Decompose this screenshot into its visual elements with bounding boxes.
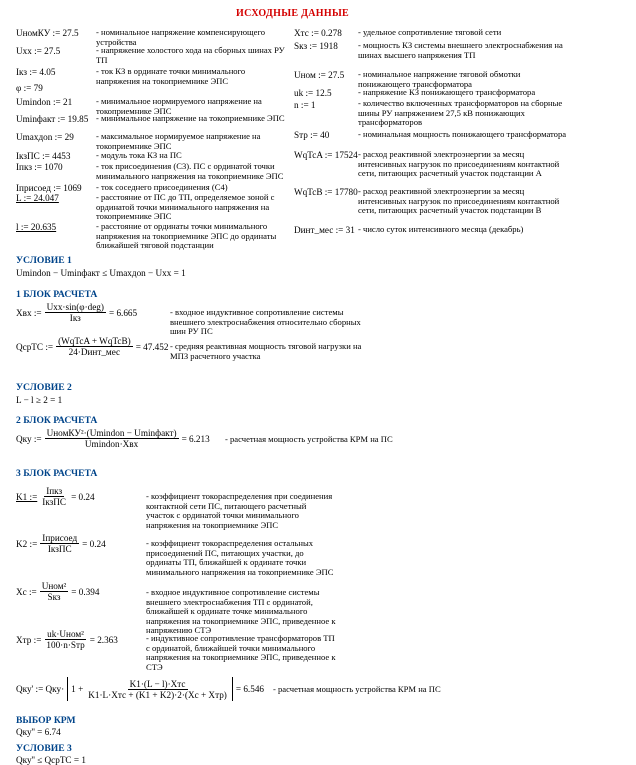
- formula-qcp: [16, 336, 168, 357]
- denominator: Sкз: [47, 592, 61, 602]
- numerator: (WqTcA + WqTcB): [58, 336, 131, 346]
- section-title: 2 БЛОК РАСЧЕТА: [16, 415, 98, 426]
- section-title: УСЛОВИЕ 1: [16, 255, 72, 266]
- param-name: UномКУ := 27.5: [16, 28, 79, 38]
- section-title: УСЛОВИЕ 2: [16, 382, 72, 393]
- formula-desc: - расчетная мощность устройства КРМ на ПС: [273, 684, 441, 694]
- param-name: Umaxдon := 29: [16, 132, 74, 142]
- param-desc: - напряжение КЗ понижающего трансформатора: [358, 87, 536, 97]
- bracket-prefix: 1 +: [71, 684, 84, 694]
- param-desc: - модуль тока КЗ на ПС: [96, 150, 182, 160]
- formula-lhs: Qку' := Qку·: [16, 684, 65, 694]
- formula-qky-corrected: [16, 677, 264, 701]
- param-name: l := 20.635: [16, 222, 57, 232]
- formula-lhs: Qку :=: [16, 433, 42, 444]
- formula-lhs: Xc :=: [16, 586, 37, 597]
- param-name: Dинт_мес := 31: [294, 225, 355, 235]
- fraction: [56, 336, 133, 357]
- param-name: WqTcA := 17524: [294, 150, 358, 160]
- param-name: Iкз := 4.05: [16, 67, 56, 77]
- formula-lhs: Xвх :=: [16, 307, 42, 318]
- formula-desc: - расчетная мощность устройства КРМ на ПС: [225, 434, 393, 444]
- formula-desc: - коэффициент токораспределения остальных присоединений ПС, питающих участки, до ординаты ТП, ближайшей к ординате точки минимального напряжения на токоприемнике ЭПС: [146, 538, 334, 577]
- formula-lhs: K1 :=: [16, 491, 38, 502]
- formula-lhs: K2 :=: [16, 538, 38, 549]
- denominator: IкзПС: [47, 544, 72, 554]
- param-name: Sкз := 1918: [294, 41, 338, 51]
- param-desc: - номинальное напряжение тяговой обмотки понижающего трансформатора: [358, 69, 521, 89]
- formula-result: = 6.665: [108, 307, 138, 318]
- param-name: Xтс := 0.278: [294, 28, 342, 38]
- numerator: uk·Uном²: [47, 629, 84, 639]
- param-name: Iприсоед := 1069: [16, 183, 82, 193]
- numerator: Uном²: [41, 581, 67, 591]
- numerator: Iприсоед: [42, 533, 78, 543]
- page-title: ИСХОДНЫЕ ДАННЫЕ: [236, 8, 350, 19]
- fraction: [86, 679, 229, 700]
- condition-expr: Qку'' ≤ QcpTC = 1: [16, 755, 86, 765]
- param-name: WqTcB := 17780: [294, 187, 358, 197]
- numerator: UномКУ²·(Umindon − Uminфакт): [46, 428, 177, 438]
- param-name: Umindon := 21: [16, 97, 73, 107]
- numerator: Iпкз: [46, 486, 63, 496]
- param-desc: - минимальное напряжение на токоприемнике ЭПС: [96, 113, 285, 123]
- param-desc: - мощность КЗ системы внешнего электроснабжения на шинах высшего напряжения ТП: [358, 40, 563, 60]
- param-desc: - ток присоединения (С3). ПС с ординатой точки минимального напряжения на токоприемнике ЭПС: [96, 161, 284, 181]
- formula-qky: [16, 428, 210, 449]
- denominator: Iкз: [69, 313, 81, 323]
- param-desc: - номинальное напряжение компенсирующего устройства: [96, 27, 266, 47]
- formula-k2: [16, 533, 106, 554]
- param-name: Uxx := 27.5: [16, 46, 61, 56]
- formula-xtp: [16, 629, 118, 650]
- formula-result: = 2.363: [89, 634, 118, 645]
- denominator: 24·Dинт_мес: [68, 347, 121, 357]
- fraction: [40, 486, 68, 507]
- formula-desc: - средняя реактивная мощность тяговой нагрузки на МПЗ расчетного участка: [170, 341, 362, 361]
- formula-result: = 6.213: [181, 433, 210, 444]
- choice-expr: Qку'' = 6.74: [16, 727, 61, 737]
- formula-result: = 0.394: [71, 586, 100, 597]
- param-name: IкзПС := 4453: [16, 151, 71, 161]
- condition-expr: Umindon − Uminфакт ≤ Umaxдon − Uxx = 1: [16, 268, 186, 278]
- formula-k1: [16, 486, 95, 507]
- param-desc: - удельное сопротивление тяговой сети: [358, 27, 502, 37]
- param-desc: - ток КЗ в ординате точки минимального напряжения на токоприемнике ЭПС: [96, 66, 246, 86]
- formula-desc: - входное индуктивное сопротивление системы внешнего электроснабжения относительно сборных шин РУ ПС: [170, 307, 361, 337]
- param-desc: - количество включенных трансформаторов на сборные шины РУ напряжением 27,5 кВ понижающих трансформаторов: [358, 98, 563, 128]
- param-desc: - напряжение холостого хода на сборных шинах РУ ТП: [96, 45, 285, 65]
- param-desc: - расстояние от ординаты точки минимального напряжения на токоприемнике ЭПС до ординаты ближайшей тяговой подстанции: [96, 221, 277, 251]
- denominator: 100·n·Sтр: [46, 640, 85, 650]
- condition-expr: L − l ≥ 2 = 1: [16, 395, 63, 405]
- param-name: Uном := 27.5: [294, 70, 345, 80]
- bracket-group: [67, 677, 233, 701]
- param-desc: - максимальное нормируемое напряжение на токоприемнике ЭПС: [96, 131, 261, 151]
- param-name: uk := 12.5: [294, 88, 332, 98]
- formula-xc: [16, 581, 99, 602]
- param-name: Uminфакт := 19.85: [16, 114, 89, 124]
- section-title: 3 БЛОК РАСЧЕТА: [16, 468, 98, 479]
- fraction: [44, 629, 86, 650]
- formula-result: = 47.452: [135, 341, 169, 352]
- param-name: Iпкз := 1070: [16, 162, 63, 172]
- param-desc: - расход реактивной электроэнергии за месяц интенсивных нагрузок по присоединениям контактной сети, питающих расчетный участок подстанции В: [358, 186, 560, 216]
- fraction: [40, 533, 79, 554]
- fraction: [45, 302, 106, 323]
- formula-desc: - входное индуктивное сопротивление системы внешнего электроснабжения ТП с ординатой, ближайшей к ординате точке минимального напряжения на токоприемнике ЭПС, приведенное к напряжению СТЭ: [146, 587, 336, 636]
- denominator: K1·L·Xтс + (K1 + K2)·2·(Xc + Xтр): [88, 689, 227, 700]
- numerator: K1·(L − l)·Xтс: [129, 678, 186, 689]
- param-name: n := 1: [294, 100, 316, 110]
- fraction: [45, 428, 179, 449]
- formula-lhs: QcpTC :=: [16, 341, 54, 352]
- section-title: УСЛОВИЕ 3: [16, 743, 72, 754]
- formula-desc: - индуктивное сопротивление трансформаторов ТП с ординатой, ближайшей точки минимального напряжения на токоприемнике ЭПС, приведенное к СТЭ: [146, 633, 336, 672]
- formula-lhs: Xтр :=: [16, 634, 42, 645]
- formula-result: = 0.24: [71, 491, 95, 502]
- formula-xbx: [16, 302, 137, 323]
- param-desc: - расстояние от ПС до ТП, определяемое зоной с ординатой точки минимального напряжения на токоприемнике ЭПС: [96, 192, 275, 222]
- numerator: Uxx·sin(φ·deg): [46, 302, 104, 312]
- param-desc: - номинальная мощность понижающего трансформатора: [358, 129, 567, 139]
- formula-desc: - коэффициент токораспределения при соединения контактной сети ПС, питающего расчетный участок с ординатой точки минимального напряжения на токоприемнике ЭПС: [146, 491, 333, 530]
- param-desc: - расход реактивной электроэнергии за месяц интенсивных нагрузок по присоединениям контактной сети, питающих расчетный участок подстанции А: [358, 149, 560, 179]
- param-name: φ := 79: [16, 83, 43, 93]
- denominator: IкзПС: [42, 497, 67, 507]
- formula-result: = 0.24: [82, 538, 106, 549]
- denominator: Umindon·Xвх: [84, 439, 139, 449]
- param-desc: - ток соседнего присоединения (С4): [96, 182, 228, 192]
- param-name: L := 24.047: [16, 193, 59, 203]
- section-title: ВЫБОР КРМ: [16, 715, 76, 726]
- param-desc: - число суток интенсивного месяца (декабрь): [358, 224, 524, 234]
- section-title: 1 БЛОК РАСЧЕТА: [16, 289, 98, 300]
- param-desc: - минимальное нормируемого напряжение на токоприемнике ЭПС: [96, 96, 262, 116]
- fraction: [40, 581, 69, 602]
- formula-result: = 6.546: [235, 684, 265, 694]
- param-name: Sтр := 40: [294, 130, 330, 140]
